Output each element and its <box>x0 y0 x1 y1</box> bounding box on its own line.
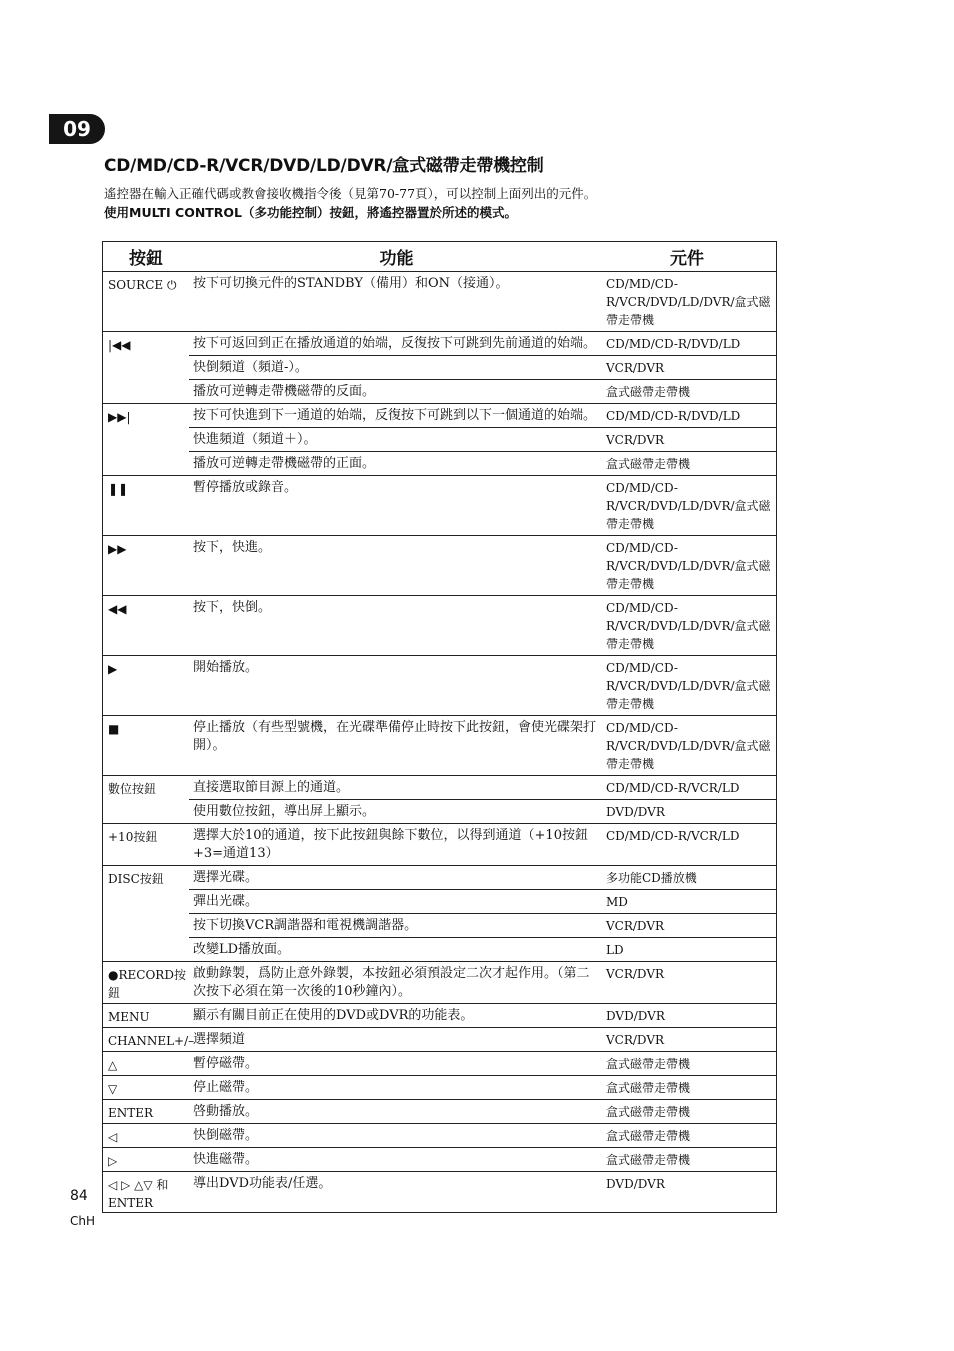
table-row-group <box>103 536 776 596</box>
table-row-group <box>103 596 776 656</box>
function-cell: 快倒磁帶。 <box>193 1128 259 1143</box>
button-name-cell: ▷ <box>108 1154 118 1168</box>
component-cell: VCR/DVR <box>606 1033 665 1047</box>
table-row-group <box>103 1100 776 1124</box>
component-cell: CD/MD/CD-R/VCR/LD <box>606 781 740 795</box>
component-cell: 盒式磁帶走帶機 <box>606 1057 691 1071</box>
function-cell: 選擇頻道 <box>193 1032 246 1047</box>
table-row-group <box>103 1172 776 1212</box>
chapter-badge: 09 <box>49 114 105 144</box>
table-row <box>189 937 776 961</box>
component-cell: LD <box>606 943 624 957</box>
function-cell: 改變LD播放面。 <box>193 942 291 957</box>
component-cell: CD/MD/CD-R/VCR/DVD/LD/DVR/盒式磁帶走帶機 <box>606 601 771 651</box>
function-cell: 按下，快倒。 <box>193 600 272 615</box>
button-name-cell: ●RECORD按鈕 <box>108 968 186 1000</box>
table-row <box>189 1028 776 1051</box>
function-cell: 顯示有關目前正在使用的DVD或DVR的功能表。 <box>193 1008 474 1023</box>
table-row-group <box>103 1148 776 1172</box>
control-table <box>102 241 777 1213</box>
component-cell: DVD/DVR <box>606 1009 665 1023</box>
table-row <box>189 866 776 889</box>
header-function: 功能 <box>379 249 414 269</box>
table-row <box>189 476 776 535</box>
table-row <box>189 596 776 655</box>
function-cell: 彈出光碟。 <box>193 894 259 909</box>
table-row <box>189 962 776 1003</box>
button-name-cell: ■ <box>108 722 120 736</box>
table-row <box>189 355 776 379</box>
table-row-group <box>103 476 776 536</box>
table-row <box>189 404 776 427</box>
table-row <box>189 1124 776 1147</box>
function-cell: 快倒頻道（頻道-）。 <box>193 360 308 375</box>
table-row-group <box>103 1052 776 1076</box>
button-name-cell: ◁ <box>108 1130 118 1144</box>
button-name-cell: ▶ <box>108 662 118 676</box>
table-body <box>103 272 776 1212</box>
button-name-cell: ◁ ▷ △▽ 和ENTER <box>108 1178 169 1210</box>
function-cell: 選擇光碟。 <box>193 870 259 885</box>
function-cell: 使用數位按鈕，導出屏上顯示。 <box>193 804 376 819</box>
page-number: 84 <box>70 1188 88 1204</box>
function-cell: 停止磁帶。 <box>193 1080 259 1095</box>
table-row <box>189 889 776 913</box>
component-cell: MD <box>606 895 628 909</box>
table-row-group <box>103 656 776 716</box>
table-row <box>189 913 776 937</box>
component-cell: CD/MD/CD-R/VCR/DVD/LD/DVR/盒式磁帶走帶機 <box>606 481 771 531</box>
component-cell: CD/MD/CD-R/DVD/LD <box>606 337 741 351</box>
component-cell: 盒式磁帶走帶機 <box>606 1081 691 1095</box>
component-cell: CD/MD/CD-R/VCR/DVD/LD/DVR/盒式磁帶走帶機 <box>606 721 771 771</box>
function-cell: 直接選取節目源上的通道。 <box>193 780 350 795</box>
function-cell: 播放可逆轉走帶機磁帶的反面。 <box>193 384 376 399</box>
function-cell: 導出DVD功能表/任選。 <box>193 1176 332 1191</box>
table-row <box>189 536 776 595</box>
button-name-cell: △ <box>108 1058 118 1072</box>
function-cell: 按下可返回到正在播放通道的始端，反復按下可跳到先前通道的始端。 <box>193 336 597 351</box>
button-name-cell: ◀◀ <box>108 602 127 616</box>
button-name-cell: |◀◀ <box>108 338 131 352</box>
component-cell: VCR/DVR <box>606 967 665 981</box>
function-cell: 啓動播放。 <box>193 1104 259 1119</box>
function-cell: 啟動錄製，爲防止意外錄製，本按鈕必須預設定二次才起作用。（第二次按下必須在第一次後的10秒鐘內）。 <box>193 966 590 999</box>
function-cell: 快進磁帶。 <box>193 1152 259 1167</box>
table-row <box>189 799 776 823</box>
table-row-group <box>103 1028 776 1052</box>
function-cell: 開始播放。 <box>193 660 259 675</box>
function-cell: 播放可逆轉走帶機磁帶的正面。 <box>193 456 376 471</box>
function-cell: 按下可切換元件的STANDBY（備用）和ON（接通）。 <box>193 276 509 291</box>
button-name-cell: +10按鈕 <box>108 830 158 844</box>
table-row-group <box>103 866 776 962</box>
button-name-cell: ▶▶| <box>108 410 131 424</box>
table-row-group <box>103 404 776 476</box>
table-row-group <box>103 1076 776 1100</box>
component-cell: CD/MD/CD-R/VCR/DVD/LD/DVR/盒式磁帶走帶機 <box>606 661 771 711</box>
function-cell: 快進頻道（頻道＋）。 <box>193 432 317 447</box>
table-row <box>189 1004 776 1027</box>
table-row-group <box>103 716 776 776</box>
component-cell: 盒式磁帶走帶機 <box>606 1129 691 1143</box>
component-cell: CD/MD/CD-R/VCR/DVD/LD/DVR/盒式磁帶走帶機 <box>606 541 771 591</box>
function-cell: 選擇大於10的通道，按下此按鈕與餘下數位，以得到通道（+10按鈕+3=通道13） <box>193 828 588 861</box>
button-name-cell: ▽ <box>108 1082 118 1096</box>
component-cell: CD/MD/CD-R/VCR/DVD/LD/DVR/盒式磁帶走帶機 <box>606 277 771 327</box>
table-row <box>189 427 776 451</box>
table-row-group <box>103 272 776 332</box>
function-cell: 暫停播放或錄音。 <box>193 480 298 495</box>
button-name-cell: CHANNEL+/– <box>108 1034 195 1048</box>
table-header <box>103 242 776 272</box>
table-row-group <box>103 332 776 404</box>
component-cell: CD/MD/CD-R/VCR/LD <box>606 829 740 843</box>
button-name-cell: DISC按鈕 <box>108 872 164 886</box>
table-row <box>189 332 776 355</box>
button-name-cell: ▶▶ <box>108 542 127 556</box>
button-name-cell: MENU <box>108 1010 150 1024</box>
table-row <box>189 656 776 715</box>
function-cell: 按下，快進。 <box>193 540 272 555</box>
function-cell: 暫停磁帶。 <box>193 1056 259 1071</box>
table-row <box>189 824 776 865</box>
table-row <box>189 1100 776 1123</box>
component-cell: VCR/DVR <box>606 919 665 933</box>
table-row <box>189 716 776 775</box>
component-cell: DVD/DVR <box>606 1177 665 1191</box>
table-row <box>189 1052 776 1075</box>
component-cell: CD/MD/CD-R/DVD/LD <box>606 409 741 423</box>
table-row <box>189 1148 776 1171</box>
button-name-cell: SOURCE ⏻ <box>108 278 177 292</box>
function-cell: 停止播放（有些型號機，在光碟準備停止時按下此按鈕，會使光碟架打開）。 <box>193 720 597 753</box>
table-row-group <box>103 824 776 866</box>
table-row <box>189 272 776 331</box>
table-row <box>189 1076 776 1099</box>
button-name-cell: ❚❚ <box>108 482 129 496</box>
table-row <box>189 1172 776 1195</box>
component-cell: 盒式磁帶走帶機 <box>606 1105 691 1119</box>
component-cell: VCR/DVR <box>606 361 665 375</box>
table-row-group <box>103 962 776 1004</box>
component-cell: 盒式磁帶走帶機 <box>606 1153 691 1167</box>
header-component: 元件 <box>670 249 704 269</box>
component-cell: VCR/DVR <box>606 433 665 447</box>
table-row-group <box>103 776 776 824</box>
component-cell: 盒式磁帶走帶機 <box>606 457 691 471</box>
table-row <box>189 451 776 475</box>
component-cell: DVD/DVR <box>606 805 665 819</box>
intro-instruction: 使用MULTI CONTROL（多功能控制）按鈕，將遙控器置於所述的模式。 <box>104 205 518 220</box>
table-row-group <box>103 1004 776 1028</box>
table-row <box>189 379 776 403</box>
table-row <box>189 776 776 799</box>
header-button: 按鈕 <box>129 249 163 269</box>
button-name-cell: 數位按鈕 <box>108 782 157 796</box>
component-cell: 多功能CD播放機 <box>606 871 697 885</box>
component-cell: 盒式磁帶走帶機 <box>606 385 691 399</box>
function-cell: 按下可快進到下一通道的始端，反復按下可跳到以下一個通道的始端。 <box>193 408 597 423</box>
table-row-group <box>103 1124 776 1148</box>
function-cell: 按下切換VCR調諧器和電視機調諧器。 <box>193 918 418 933</box>
page-title: CD/MD/CD-R/VCR/DVD/LD/DVR/盒式磁帶走帶機控制 <box>104 156 544 176</box>
button-name-cell: ENTER <box>108 1106 154 1120</box>
intro-text: 遙控器在輸入正確代碼或教會接收機指令後（見第70-77頁），可以控制上面列出的元件。 <box>104 186 597 201</box>
language-code: ChH <box>70 1214 96 1228</box>
